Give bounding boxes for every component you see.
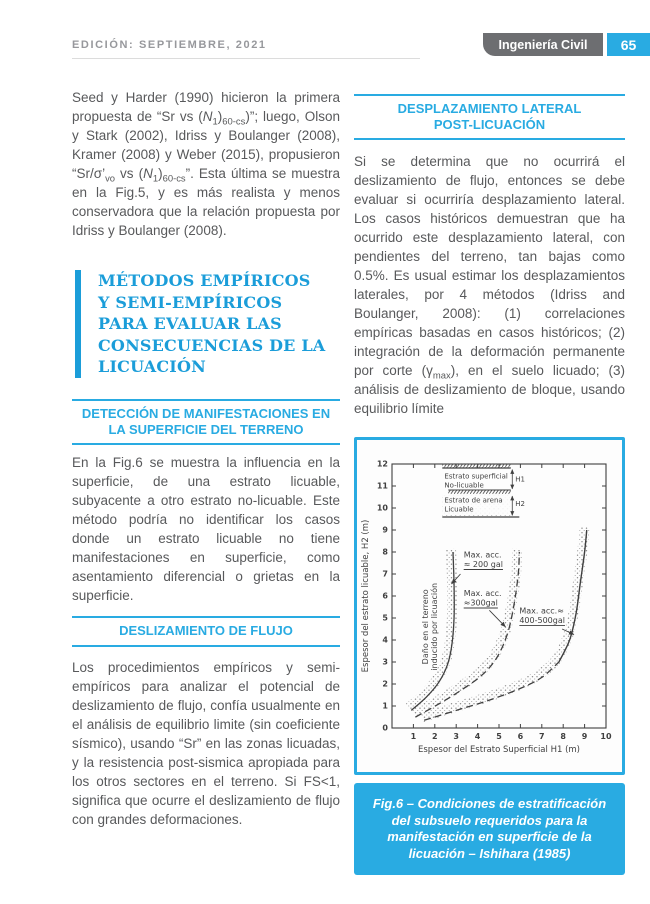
svg-text:Estrato de arena: Estrato de arena bbox=[444, 496, 503, 505]
right-column bbox=[354, 0, 625, 904]
page-number: 65 bbox=[620, 36, 637, 53]
svg-text:12: 12 bbox=[376, 459, 388, 469]
svg-text:2: 2 bbox=[382, 679, 388, 689]
svg-text:No-licuable: No-licuable bbox=[444, 481, 484, 490]
section-heading-deslizamiento: DESLIZAMIENTO DE FLUJO bbox=[72, 616, 340, 647]
callout-title: MÉTODOS EMPÍRICOS Y SEMI-EMPÍRICOS PARA EVALUAR LAS CONSECUENCIAS DE LA LICUACIÓN bbox=[98, 271, 326, 376]
paragraph-deteccion: En la Fig.6 se muestra la influencia en la superficie, de una estrato licuable, subyacente a otro estrato no-licuable. Este método podría no identificar los casos donde un estrato licuable no tiene manifestaciones en superficie, como asentamiento diferencial o grietas en la superficie. bbox=[72, 455, 340, 603]
svg-text:≈300gal: ≈300gal bbox=[463, 598, 498, 608]
edition-label: EDICIÓN: SEPTIEMBRE, 2021 bbox=[72, 39, 267, 51]
svg-text:8: 8 bbox=[560, 732, 566, 741]
svg-text:H1: H1 bbox=[515, 475, 525, 484]
callout-accent-bar bbox=[75, 270, 81, 378]
svg-text:10: 10 bbox=[376, 503, 388, 513]
figure-chart-svg bbox=[357, 440, 622, 772]
svg-text:Max. acc.≈: Max. acc.≈ bbox=[519, 606, 564, 616]
svg-text:Licuable: Licuable bbox=[444, 505, 474, 514]
svg-text:11: 11 bbox=[376, 481, 388, 491]
svg-text:3: 3 bbox=[382, 657, 388, 667]
figure-box bbox=[354, 437, 625, 775]
section-heading-desplazamiento: DESPLAZAMIENTO LATERAL POST-LICUACIÓN bbox=[354, 94, 625, 140]
svg-text:10: 10 bbox=[600, 732, 612, 741]
svg-text:Estrato superficial: Estrato superficial bbox=[444, 472, 508, 481]
svg-text:Espesor del estrato licuable,: Espesor del estrato licuable, H2 (m) bbox=[361, 519, 371, 673]
svg-text:9: 9 bbox=[581, 732, 588, 741]
svg-text:4: 4 bbox=[474, 732, 481, 741]
section-badge-label: Ingeniería Civil bbox=[498, 37, 588, 52]
svg-text:8: 8 bbox=[382, 547, 388, 557]
svg-text:Max. acc.: Max. acc. bbox=[463, 589, 502, 598]
paragraph-desplazamiento-lateral: Si se determina que no ocurrirá el deslizamiento de flujo, entonces se debe evaluar si ocurriría desplazamiento lateral. Los casos históricos demuestran que ha ocurrido este desplazamiento lateral, con pendientes del terreno, tan bajas como 0.5%. Es usual estimar los desplazamientos laterales, por 4 métodos (Idriss and Boulanger, 2008): (1) correlaciones empíricas basadas en casos históricos; (2) integración de la deformación permanente por corte $(\gamma_{max})$, en el suelo licuado; (3) análisis de deslizamiento de bloque, usando equilibrio límite bbox=[354, 154, 625, 416]
svg-text:H2: H2 bbox=[515, 500, 525, 508]
svg-text:9: 9 bbox=[382, 525, 388, 535]
svg-text:≈ 200 gal: ≈ 200 gal bbox=[463, 560, 503, 569]
paragraph-deslizamiento-flujo: Los procedimientos empíricos y semi-empíricos para analizar el potencial de deslizamiento de flujo, confía usualmente en el análisis de equilibrio limite (sin coeficiente sísmico), usando “Sr” en las zonas licuadas, y la resistencia post-sismica apropiada para los otros sectores en el terreno. Si FS<1, significa que ocurre el deslizamiento de flujo con grandes deformaciones. bbox=[72, 660, 340, 827]
left-column bbox=[72, 0, 340, 904]
figure-caption: Fig.6 – Condiciones de estratificación del subsuelo requeridos para la manifestación en superficie de la licuación – Ishihara (1985) bbox=[354, 783, 625, 875]
svg-text:0: 0 bbox=[382, 723, 388, 733]
svg-text:6: 6 bbox=[517, 732, 524, 741]
svg-text:4: 4 bbox=[382, 635, 388, 645]
svg-text:1: 1 bbox=[410, 732, 417, 741]
svg-text:2: 2 bbox=[432, 732, 438, 741]
svg-text:5: 5 bbox=[496, 732, 502, 741]
callout-box bbox=[72, 266, 340, 382]
section-heading-deteccion: DETECCIÓN DE MANIFESTACIONES EN LA SUPERFICIE DEL TERRENO bbox=[72, 399, 340, 445]
svg-text:3: 3 bbox=[453, 732, 459, 741]
svg-text:Daño en el terreno: Daño en el terreno bbox=[420, 589, 430, 665]
svg-text:6: 6 bbox=[382, 591, 388, 601]
svg-text:400-500gal: 400-500gal bbox=[519, 616, 565, 626]
svg-text:7: 7 bbox=[539, 732, 545, 741]
svg-text:inducido por licuación: inducido por licuación bbox=[429, 582, 439, 671]
paragraph-seed-harder: Seed y Harder (1990) hicieron la primera propuesta de “Sr vs $(N_1)_{60-cs}$)”; luego, Olson y Stark (2002), Idriss y Boulanger (2008), Kramer (2008) y Weber (2015), propusieron “$Sr/\sigma’_{vo}$ vs $(N_1)_{60-cs}$”. Esta última se muestra en la Fig.5, y es más realista y menos conservadora que la relación propuesta por Idriss y Boulanger (2008). bbox=[72, 90, 340, 238]
svg-text:1: 1 bbox=[382, 701, 388, 711]
svg-text:7: 7 bbox=[382, 569, 388, 579]
svg-text:5: 5 bbox=[382, 613, 388, 623]
svg-text:Espesor del Estrato Superficia: Espesor del Estrato Superficial H1 (m) bbox=[418, 745, 580, 755]
svg-text:Max. acc.: Max. acc. bbox=[463, 550, 502, 560]
